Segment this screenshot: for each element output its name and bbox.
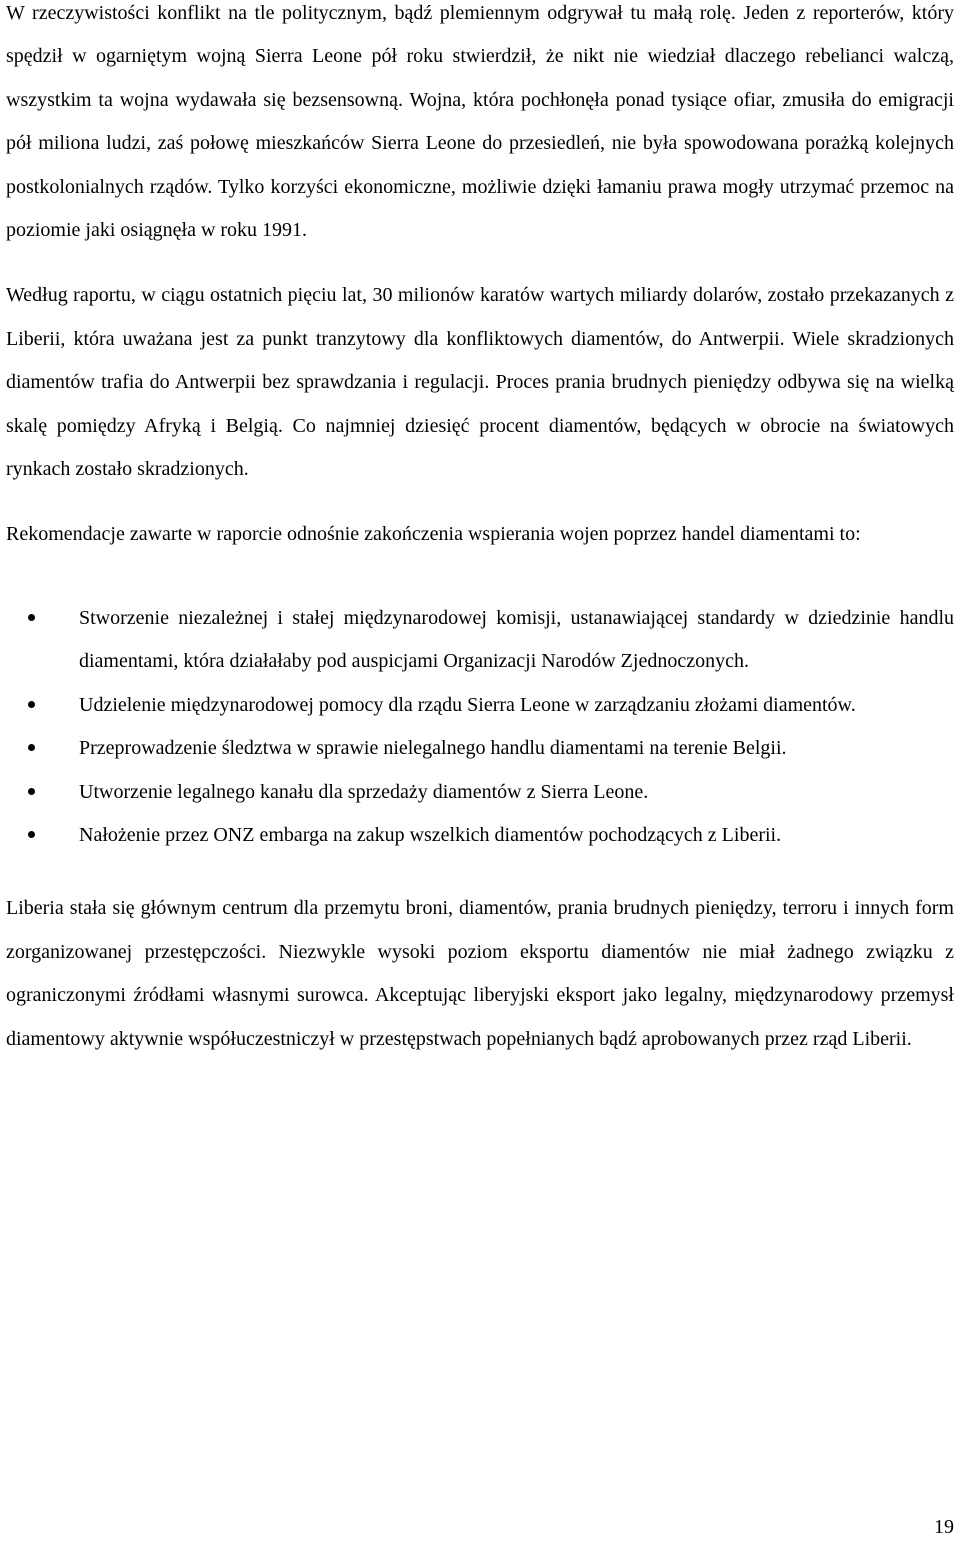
list-item	[6, 771, 954, 814]
recommendations-list	[6, 597, 954, 857]
list-item-text: Przeprowadzenie śledztwa w sprawie nielegalnego handlu diamentami na terenie Belgii.	[79, 737, 787, 760]
paragraph-conflict: W rzeczywistości konflikt na tle politycznym, bądź plemiennym odgrywał tu małą rolę. Jeden z reporterów, który spędził w ogarniętym wojną Sierra Leone pół roku stwierdził, że nikt nie wiedział dlaczego rebelianci walczą, wszystkim ta wojna wydawała się bezsensowną. Wojna, która pochłonęła ponad tysiące ofiar, zmusiła do emigracji pół miliona ludzi, zaś połowę mieszkańców Sierra Leone do przesiedleń, nie była spowodowana porażką kolejnych postkolonialnych rządów. Tylko korzyści ekonomiczne, możliwie dzięki łamaniu prawa mogły utrzymać przemoc na poziomie jaki osiągnęła w roku 1991.	[6, 2, 954, 242]
list-item-text: Udzielenie międzynarodowej pomocy dla rządu Sierra Leone w zarządzaniu złożami diamentów.	[79, 693, 856, 716]
bullet-icon	[28, 831, 35, 838]
list-item	[6, 814, 954, 857]
list-item	[6, 684, 954, 727]
paragraph-liberia: Liberia stała się głównym centrum dla przemytu broni, diamentów, prania brudnych pieniędzy, terroru i innych form zorganizowanej przestępczości. Niezwykle wysoki poziom eksportu diamentów nie miał żadnego związku z ograniczonymi źródłami własnymi surowca. Akceptując liberyjski eksport jako legalny, międzynarodowy przemysł diamentowy aktywnie współuczestniczył w przestępstwach popełnianych bądź aprobowanych przez rząd Liberii.	[6, 897, 954, 1050]
bullet-icon	[28, 701, 35, 708]
paragraph-recommendations-intro: Rekomendacje zawarte w raporcie odnośnie zakończenia wspierania wojen poprzez handel diamentami to:	[6, 523, 861, 546]
bullet-icon	[28, 614, 35, 621]
paragraph-report: Według raportu, w ciągu ostatnich pięciu lat, 30 milionów karatów wartych miliardy dolarów, zostało przekazanych z Liberii, która uważana jest za punkt tranzytowy dla konfliktowych diamentów, do Antwerpii. Wiele skradzionych diamentów trafia do Antwerpii bez sprawdzania i regulacji. Proces prania brudnych pieniędzy odbywa się na wielką skalę pomiędzy Afryką i Belgią. Co najmniej dziesięć procent diamentów, będących w obrocie na światowych rynkach zostało skradzionych.	[6, 284, 954, 481]
list-item-text: Stworzenie niezależnej i stałej międzynarodowej komisji, ustanawiającej standardy w dziedzinie handlu diamentami, która działałaby pod auspicjami Organizacji Narodów Zjednoczonych.	[79, 606, 954, 673]
document-page	[6, 0, 954, 1061]
bullet-icon	[28, 744, 35, 751]
list-item-text: Nałożenie przez ONZ embarga na zakup wszelkich diamentów pochodzących z Liberii.	[79, 823, 782, 846]
list-item	[6, 727, 954, 770]
list-item	[6, 597, 954, 684]
page-number: 19	[934, 1516, 954, 1538]
list-item-text: Utworzenie legalnego kanału dla sprzedaży diamentów z Sierra Leone.	[79, 780, 649, 803]
bullet-icon	[28, 788, 35, 795]
